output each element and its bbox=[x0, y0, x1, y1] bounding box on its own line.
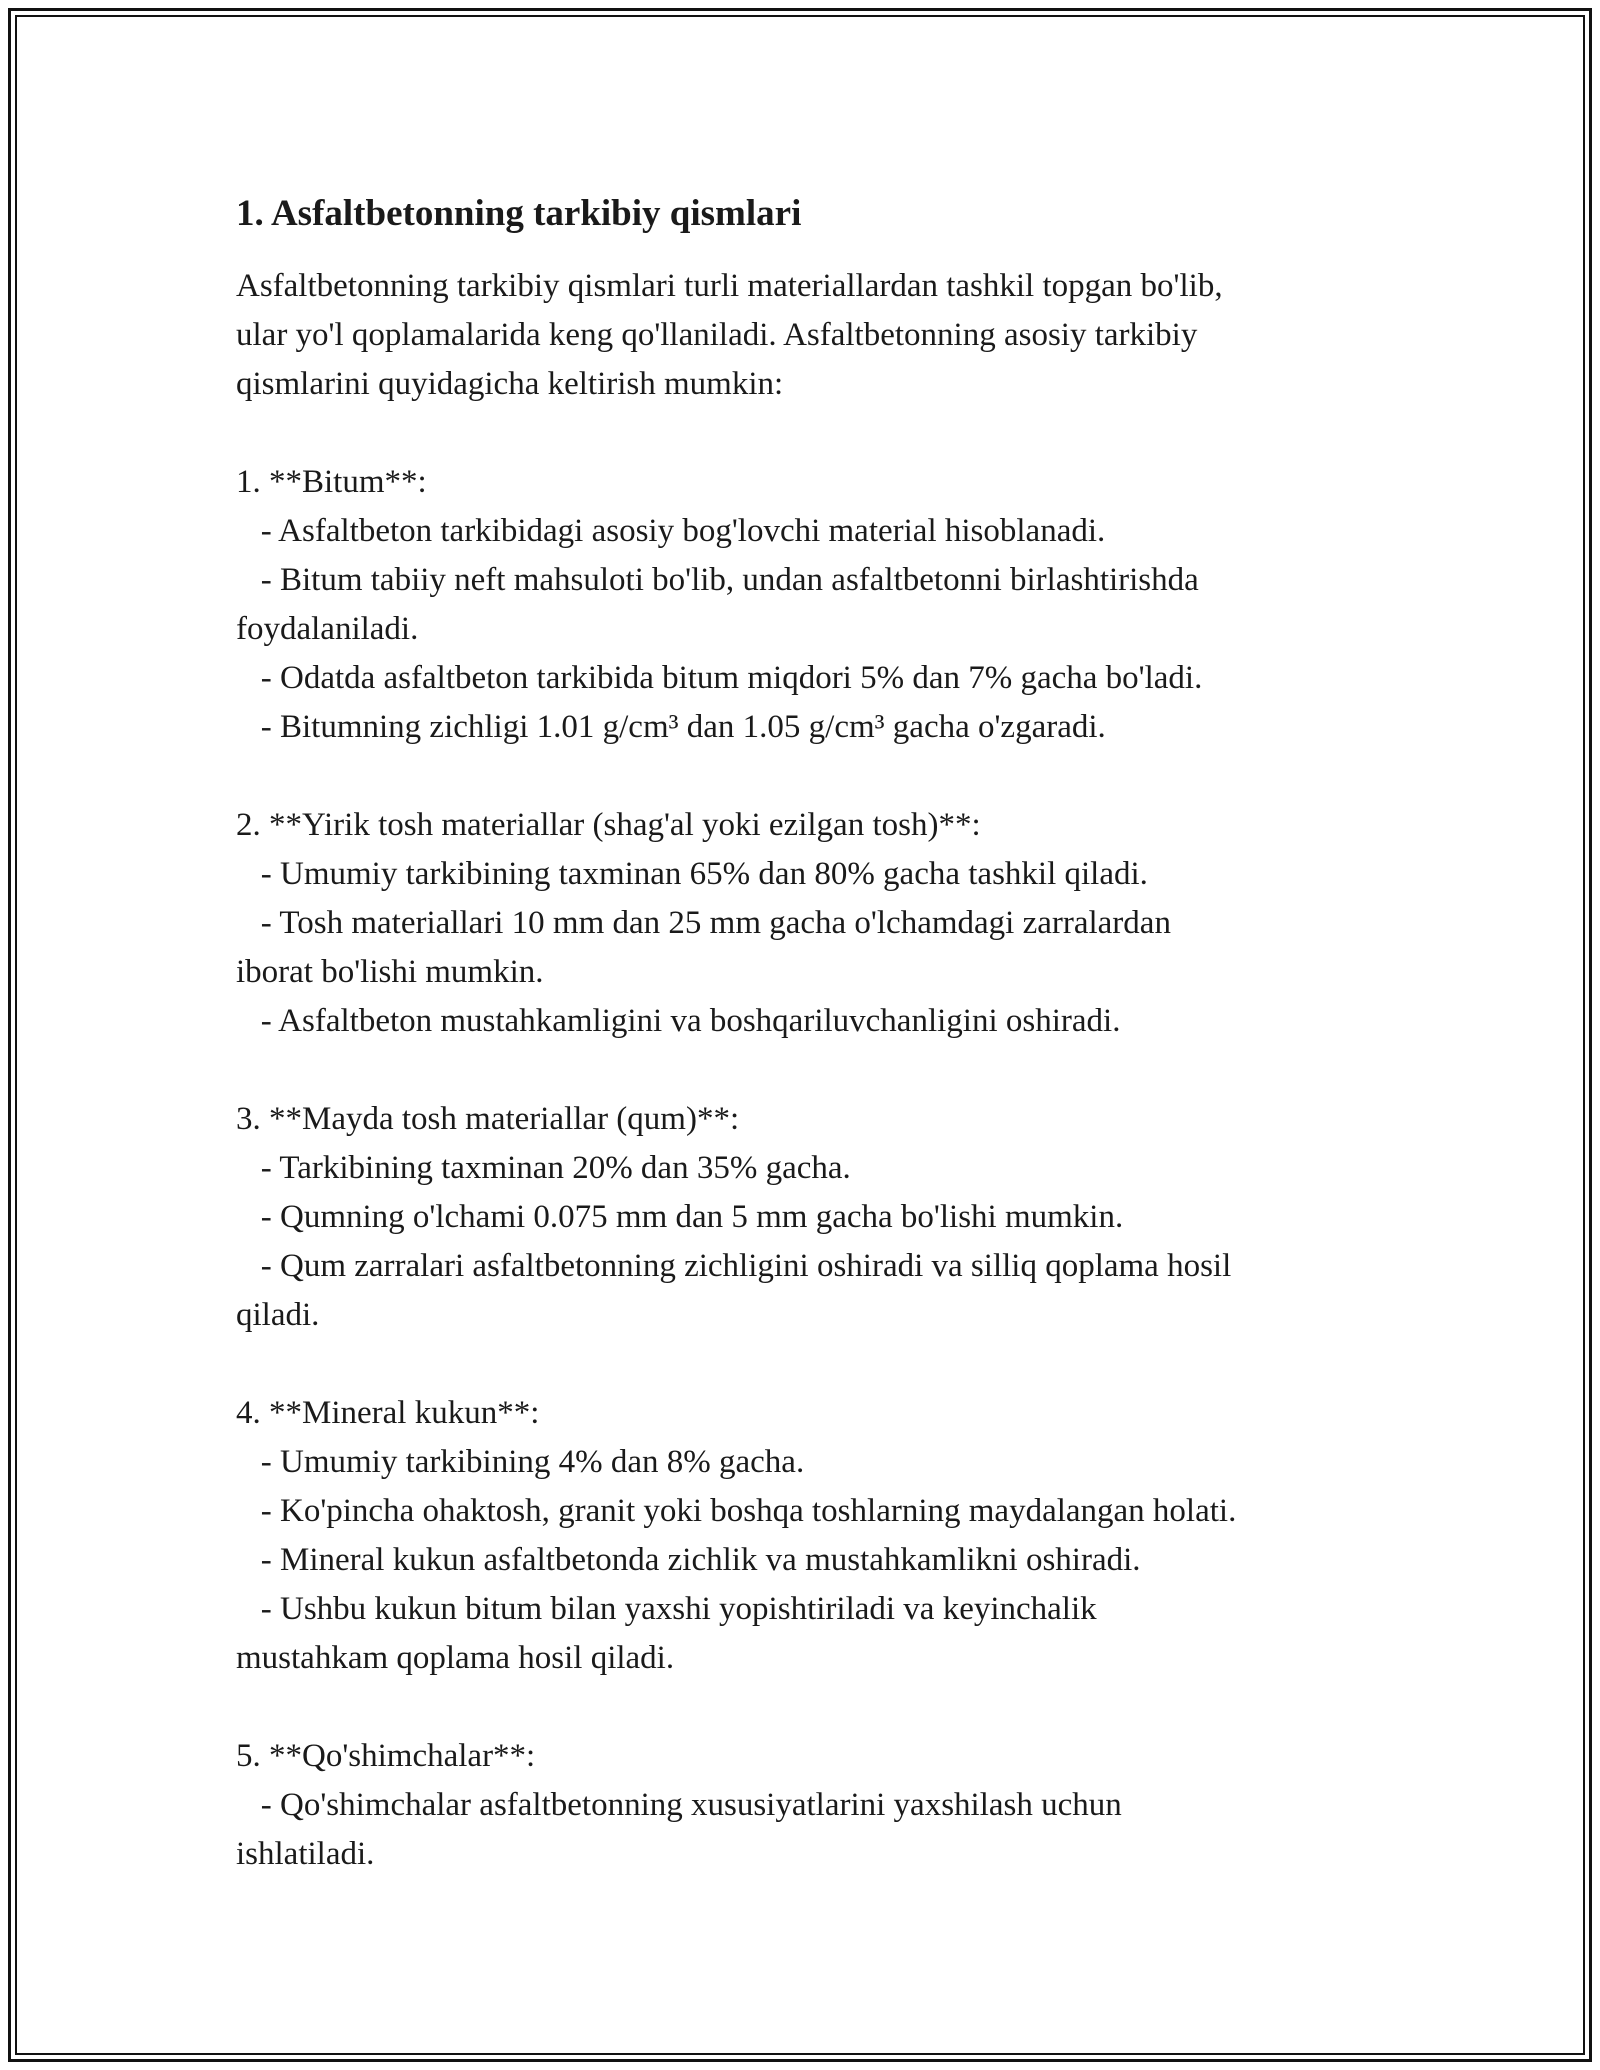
list-item: - Umumiy tarkibining 4% dan 8% gacha. bbox=[236, 1444, 805, 1480]
list-item: - Bitumning zichligi 1.01 g/cm³ dan 1.05 g/cm³ gacha o'zgaradi. bbox=[236, 709, 1106, 745]
list-item: - Tarkibining taxminan 20% dan 35% gacha. bbox=[236, 1150, 851, 1186]
list-item: - Umumiy tarkibining taxminan 65% dan 80% gacha tashkil qiladi. bbox=[236, 856, 1148, 892]
list-item: - Mineral kukun asfaltbetonda zichlik va mustahkamlikni oshiradi. bbox=[236, 1542, 1141, 1578]
section-mineral-kukun bbox=[236, 1389, 1366, 1683]
list-item: - Ushbu kukun bitum bilan yaxshi yopishtiriladi va keyinchalik mustahkam qoplama hosil qiladi. bbox=[236, 1591, 1097, 1676]
section-bitum bbox=[236, 458, 1366, 752]
intro-paragraph: Asfaltbetonning tarkibiy qismlari turli materiallardan tashkil topgan bo'lib, ular yo'l qoplamalarida keng qo'llaniladi. Asfaltbetonning asosiy tarkibiy qismlarini quyidagicha keltirish mumkin: bbox=[236, 268, 1223, 402]
list-item: - Odatda asfaltbeton tarkibida bitum miqdori 5% dan 7% gacha bo'ladi. bbox=[236, 660, 1203, 696]
section-heading: 1. **Bitum**: bbox=[236, 464, 427, 500]
section-qoshimchalar bbox=[236, 1732, 1366, 1879]
list-item: - Qum zarralari asfaltbetonning zichligini oshiradi va silliq qoplama hosil qiladi. bbox=[236, 1248, 1232, 1333]
section-heading: 2. **Yirik tosh materiallar (shag'al yoki ezilgan tosh)**: bbox=[236, 807, 981, 843]
section-heading: 5. **Qo'shimchalar**: bbox=[236, 1738, 536, 1774]
list-item: - Qo'shimchalar asfaltbetonning xususiyatlarini yaxshilash uchun ishlatiladi. bbox=[236, 1787, 1122, 1872]
list-item: - Qumning o'lchami 0.075 mm dan 5 mm gacha bo'lishi mumkin. bbox=[236, 1199, 1124, 1235]
section-heading: 3. **Mayda tosh materiallar (qum)**: bbox=[236, 1101, 740, 1137]
section-mayda-tosh bbox=[236, 1095, 1366, 1340]
section-heading: 4. **Mineral kukun**: bbox=[236, 1395, 540, 1431]
list-item: - Ko'pincha ohaktosh, granit yoki boshqa toshlarning maydalangan holati. bbox=[236, 1493, 1237, 1529]
list-item: - Asfaltbeton mustahkamligini va boshqariluvchanligini oshiradi. bbox=[236, 1003, 1121, 1039]
list-item: - Asfaltbeton tarkibidagi asosiy bog'lovchi material hisoblanadi. bbox=[236, 513, 1106, 549]
list-item: - Tosh materiallari 10 mm dan 25 mm gacha o'lchamdagi zarralardan iborat bo'lishi mumkin. bbox=[236, 905, 1171, 990]
document-body bbox=[236, 186, 1366, 1879]
section-yirik-tosh bbox=[236, 801, 1366, 1046]
list-item: - Bitum tabiiy neft mahsuloti bo'lib, undan asfaltbetonni birlashtirishda foydalaniladi. bbox=[236, 562, 1199, 647]
document-title: 1. Asfaltbetonning tarkibiy qismlari bbox=[236, 193, 802, 234]
